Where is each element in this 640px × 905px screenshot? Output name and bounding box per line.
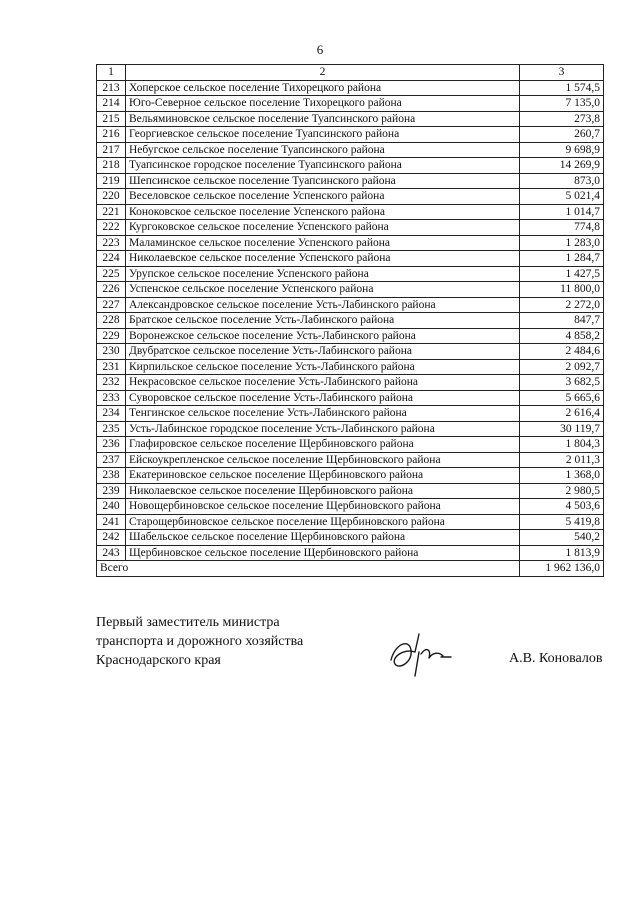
signer-name: А.В. Коновалов <box>509 651 603 666</box>
amount-value: 2 272,0 <box>520 297 604 313</box>
settlement-name: Александровское сельское поселение Усть-Лабинского района <box>126 297 520 313</box>
row-number: 223 <box>97 235 126 251</box>
row-number: 229 <box>97 328 126 344</box>
settlement-name: Ейскоукрепленское сельское поселение Щербиновского района <box>126 452 520 468</box>
table-row <box>97 127 604 143</box>
table-row <box>97 375 604 391</box>
amount-value: 1 813,9 <box>520 545 604 561</box>
settlement-name: Суворовское сельское поселение Усть-Лабинского района <box>126 390 520 406</box>
amount-value: 1 368,0 <box>520 468 604 484</box>
row-number: 218 <box>97 158 126 174</box>
row-number: 227 <box>97 297 126 313</box>
row-number: 234 <box>97 406 126 422</box>
settlement-name: Екатериновское сельское поселение Щербиновского района <box>126 468 520 484</box>
row-number: 235 <box>97 421 126 437</box>
row-number: 239 <box>97 483 126 499</box>
table-row <box>97 514 604 530</box>
header-col-3: 3 <box>520 65 604 81</box>
table-row <box>97 406 604 422</box>
table-header-row <box>97 65 604 81</box>
row-number: 238 <box>97 468 126 484</box>
settlement-name: Новощербиновское сельское поселение Щербиновского района <box>126 499 520 515</box>
table-row <box>97 297 604 313</box>
table-row <box>97 530 604 546</box>
settlement-name: Некрасовское сельское поселение Усть-Лабинского района <box>126 375 520 391</box>
amount-value: 9 698,9 <box>520 142 604 158</box>
settlement-name: Тенгинское сельское поселение Усть-Лабинского района <box>126 406 520 422</box>
row-number: 225 <box>97 266 126 282</box>
table-row <box>97 220 604 236</box>
row-number: 233 <box>97 390 126 406</box>
settlement-name: Николаевское сельское поселение Щербиновского района <box>126 483 520 499</box>
row-number: 228 <box>97 313 126 329</box>
row-number: 230 <box>97 344 126 360</box>
table-row <box>97 204 604 220</box>
amount-value: 1 427,5 <box>520 266 604 282</box>
amount-value: 2 011,3 <box>520 452 604 468</box>
row-number: 226 <box>97 282 126 298</box>
table-row <box>97 266 604 282</box>
row-number: 236 <box>97 437 126 453</box>
settlement-name: Коноковское сельское поселение Успенского района <box>126 204 520 220</box>
row-number: 213 <box>97 80 126 96</box>
amount-value: 14 269,9 <box>520 158 604 174</box>
settlement-name: Урупское сельское поселение Успенского района <box>126 266 520 282</box>
row-number: 243 <box>97 545 126 561</box>
row-number: 214 <box>97 96 126 112</box>
amount-value: 1 574,5 <box>520 80 604 96</box>
amount-value: 2 980,5 <box>520 483 604 499</box>
table-row <box>97 545 604 561</box>
amount-value: 7 135,0 <box>520 96 604 112</box>
settlement-name: Старощербиновское сельское поселение Щербиновского района <box>126 514 520 530</box>
row-number: 217 <box>97 142 126 158</box>
amount-value: 260,7 <box>520 127 604 143</box>
row-number: 240 <box>97 499 126 515</box>
row-number: 221 <box>97 204 126 220</box>
amount-value: 2 616,4 <box>520 406 604 422</box>
amount-value: 5 665,6 <box>520 390 604 406</box>
allocation-table <box>96 64 604 577</box>
amount-value: 774,8 <box>520 220 604 236</box>
signature-title-line: Первый заместитель министра <box>96 615 280 630</box>
settlement-name: Кирпильское сельское поселение Усть-Лабинского района <box>126 359 520 375</box>
row-number: 224 <box>97 251 126 267</box>
table-row <box>97 251 604 267</box>
row-number: 215 <box>97 111 126 127</box>
settlement-name: Туапсинское городское поселение Туапсинского района <box>126 158 520 174</box>
amount-value: 873,0 <box>520 173 604 189</box>
table-row <box>97 189 604 205</box>
table-row <box>97 96 604 112</box>
signature-title-line: Краснодарского края <box>96 653 221 668</box>
table-row <box>97 390 604 406</box>
handwritten-signature <box>385 630 457 680</box>
table-row <box>97 80 604 96</box>
page-number: 6 <box>316 42 324 57</box>
settlement-name: Усть-Лабинское городское поселение Усть-Лабинского района <box>126 421 520 437</box>
amount-value: 30 119,7 <box>520 421 604 437</box>
table-body <box>97 65 604 577</box>
table-row <box>97 468 604 484</box>
row-number: 222 <box>97 220 126 236</box>
settlement-name: Кургоковское сельское поселение Успенского района <box>126 220 520 236</box>
settlement-name: Хоперское сельское поселение Тихорецкого района <box>126 80 520 96</box>
amount-value: 1 283,0 <box>520 235 604 251</box>
amount-value: 4 503,6 <box>520 499 604 515</box>
settlement-name: Щербиновское сельское поселение Щербиновского района <box>126 545 520 561</box>
table-row <box>97 235 604 251</box>
amount-value: 273,8 <box>520 111 604 127</box>
header-col-1: 1 <box>97 65 126 81</box>
settlement-name: Маламинское сельское поселение Успенского района <box>126 235 520 251</box>
amount-value: 1 284,7 <box>520 251 604 267</box>
amount-value: 2 484,6 <box>520 344 604 360</box>
row-number: 232 <box>97 375 126 391</box>
table-row <box>97 173 604 189</box>
total-value: 1 962 136,0 <box>520 561 604 577</box>
table-row <box>97 452 604 468</box>
row-number: 220 <box>97 189 126 205</box>
row-number: 231 <box>97 359 126 375</box>
amount-value: 4 858,2 <box>520 328 604 344</box>
amount-value: 2 092,7 <box>520 359 604 375</box>
table-row <box>97 282 604 298</box>
row-number: 242 <box>97 530 126 546</box>
settlement-name: Двубратское сельское поселение Усть-Лабинского района <box>126 344 520 360</box>
table-row <box>97 344 604 360</box>
settlement-name: Николаевское сельское поселение Успенского района <box>126 251 520 267</box>
table-row <box>97 111 604 127</box>
row-number: 237 <box>97 452 126 468</box>
amount-value: 5 021,4 <box>520 189 604 205</box>
signature-title-line: транспорта и дорожного хозяйства <box>96 634 304 649</box>
settlement-name: Воронежское сельское поселение Усть-Лабинского района <box>126 328 520 344</box>
signature-title <box>96 613 303 670</box>
settlement-name: Успенское сельское поселение Успенского района <box>126 282 520 298</box>
table-row <box>97 483 604 499</box>
header-col-2: 2 <box>126 65 520 81</box>
table-row <box>97 437 604 453</box>
row-number: 219 <box>97 173 126 189</box>
row-number: 216 <box>97 127 126 143</box>
amount-value: 540,2 <box>520 530 604 546</box>
settlement-name: Глафировское сельское поселение Щербиновского района <box>126 437 520 453</box>
amount-value: 1 804,3 <box>520 437 604 453</box>
table-row <box>97 328 604 344</box>
row-number: 241 <box>97 514 126 530</box>
settlement-name: Веселовское сельское поселение Успенского района <box>126 189 520 205</box>
amount-value: 5 419,8 <box>520 514 604 530</box>
settlement-name: Вельяминовское сельское поселение Туапсинского района <box>126 111 520 127</box>
settlement-name: Братское сельское поселение Усть-Лабинского района <box>126 313 520 329</box>
amount-value: 11 800,0 <box>520 282 604 298</box>
table-row <box>97 499 604 515</box>
settlement-name: Шепсинское сельское поселение Туапсинского района <box>126 173 520 189</box>
settlement-name: Шабельское сельское поселение Щербиновского района <box>126 530 520 546</box>
table-row <box>97 313 604 329</box>
total-label: Всего <box>97 561 520 577</box>
table-row <box>97 421 604 437</box>
amount-value: 1 014,7 <box>520 204 604 220</box>
settlement-name: Юго-Северное сельское поселение Тихорецкого района <box>126 96 520 112</box>
settlement-name: Георгиевское сельское поселение Туапсинского района <box>126 127 520 143</box>
amount-value: 847,7 <box>520 313 604 329</box>
settlement-name: Небугское сельское поселение Туапсинского района <box>126 142 520 158</box>
table-row <box>97 158 604 174</box>
table-row <box>97 142 604 158</box>
table-total-row <box>97 561 604 577</box>
table-row <box>97 359 604 375</box>
amount-value: 3 682,5 <box>520 375 604 391</box>
